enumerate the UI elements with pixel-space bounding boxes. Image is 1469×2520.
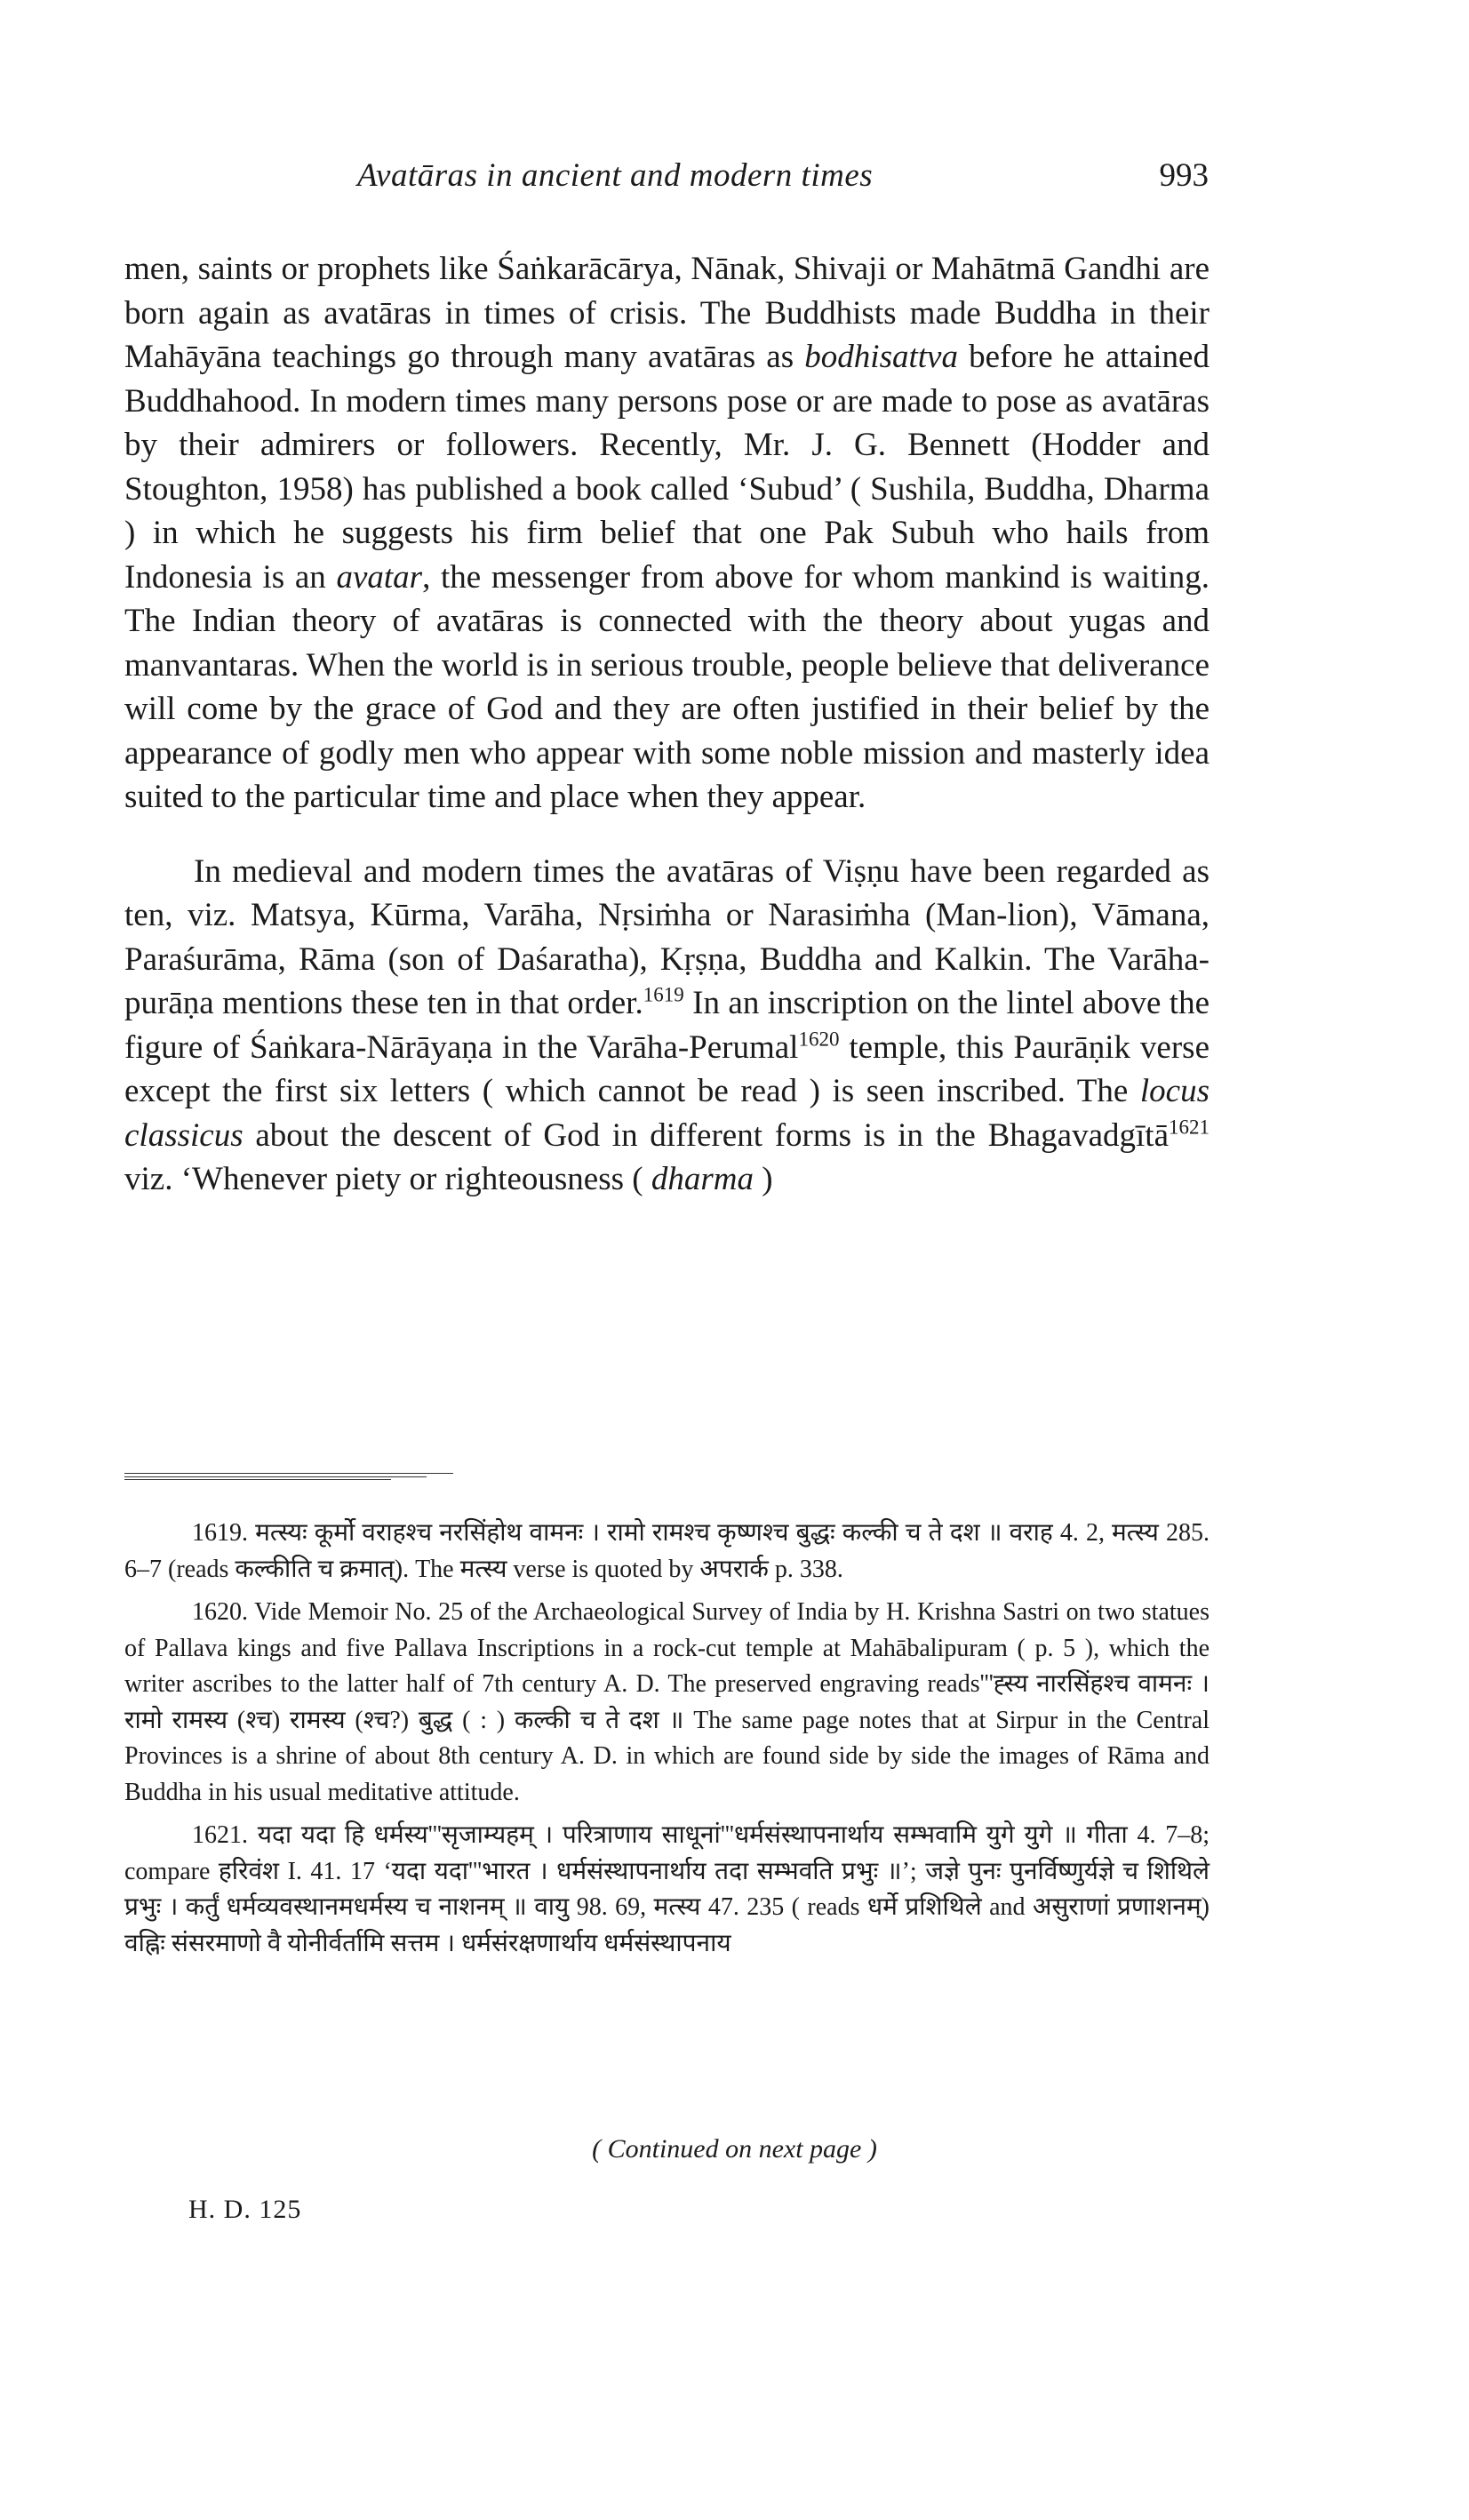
paragraph-2-part-4: about the descent of God in different forms is in the Bhagavadgītā: [243, 1116, 1169, 1154]
separator-line: [124, 1476, 427, 1477]
running-title: Avatāras in ancient and modern times: [357, 157, 874, 194]
signature-mark: H. D. 125: [188, 2195, 302, 2224]
term-avatar: avatar: [336, 558, 423, 596]
paragraph-2-part-6: ): [753, 1161, 773, 1197]
term-locus-classicus: locus classicus: [124, 1073, 1210, 1154]
paragraph-1: [124, 247, 1210, 820]
separator-line: [124, 1473, 453, 1474]
footnotes: [124, 1516, 1210, 1969]
body-text: [124, 247, 1210, 1202]
page-number: 993: [1159, 157, 1209, 194]
paragraph-2-part-3: temple, this Paurāṇik verse except the first six letters ( which cannot be read ) is seen inscribed. The: [124, 1028, 1210, 1109]
footnote-ref-1621: 1621: [1169, 1116, 1210, 1139]
footnote-1621: 1621. यदा यदा हि धर्मस्य'''सृजाम्यहम् । परित्राणाय साधूनां'''धर्मसंस्थापनार्थाय सम्भवामि युगे युगे ॥ गीता 4. 7–8; compare हरिवंश I. 41. 17 ‘यदा यदा'''भारत । धर्मसंस्थापनार्थाय तदा सम्भवति प्रभुः ॥’; जज्ञे पुनः पुनर्विष्णुर्यज्ञे च शिथिले प्रभुः । कर्तुं धर्मव्यवस्थानमधर्मस्य च नाशनम् ॥ वायु 98. 69, मत्स्य 47. 235 ( reads धर्मे प्रशिथिले and असुराणां प्रणाशनम्) वह्निः संसरमाणो वै योनीर्वर्तामि सत्तम । धर्मसंरक्षणार्थाय धर्मसंस्थापनाय: [124, 1821, 1210, 1957]
footnote-1619: 1619. मत्स्यः कूर्मो वराहश्च नरसिंहोथ वामनः । रामो रामश्च कृष्णश्च बुद्धः कल्की च ते दश ॥ वराह 4. 2, मत्स्य 285. 6–7 (reads कल्कीति च क्रमात्). The मत्स्य verse is quoted by अपरार्क p. 338.: [124, 1519, 1210, 1583]
footnote-separator: [124, 1473, 453, 1482]
footnote-1620: 1620. Vide Memoir No. 25 of the Archaeological Survey of India by H. Krishna Sastri on two statues of Pallava kings and five Pallava Inscriptions in a rock-cut temple at Mahābalipuram ( p. 5 ), which the writer ascribes to the latter half of 7th century A. D. The preserved engraving reads'''ह्स्य नारसिंहश्च वामनः । रामो रामस्य (श्च) रामस्य (श्च?) बुद्ध ( : ) कल्की च ते दश ॥ The same page notes that at Sirpur in the Central Provinces is a shrine of about 8th century A. D. in which are found side by side the images of Rāma and Buddha in his usual meditative attitude.: [124, 1598, 1210, 1806]
running-head: [124, 156, 1209, 210]
term-dharma: dharma: [651, 1161, 754, 1197]
paragraph-1-part-2: before he attained Buddhahood. In modern times many persons pose or are made to pose as avatāras by their admirers or followers. Recently, Mr. J. G. Bennett (Hodder and Stoughton, 1958) has published a book called ‘Subud’ ( Sushila, Buddha, Dharma ) in which he suggests his firm belief that one Pak Subuh who hails from Indonesia is an: [124, 339, 1210, 596]
term-bodhisattva: bodhisattva: [804, 339, 958, 375]
paragraph-2: [124, 850, 1210, 1202]
footnote-ref-1619: 1619: [643, 983, 684, 1006]
continued-note: ( Continued on next page ): [592, 2134, 877, 2164]
footnote-ref-1620: 1620: [798, 1028, 840, 1051]
paragraph-2-part-1: In medieval and modern times the avatāras of Viṣṇu have been regarded as ten, viz. Matsya, Kūrma, Varāha, Nṛsiṁha or Narasiṁha (Man-lion), Vāmana, Paraśurāma, Rāma (son of Daśaratha), Kṛṣṇa, Buddha and Kalkin. The Varāha-purāṇa mentions these ten in that order.: [124, 852, 1210, 1021]
separator-line: [124, 1479, 391, 1480]
paragraph-1-part-1: men, saints or prophets like Śaṅkarācārya, Nānak, Shivaji or Mahātmā Gandhi are born again as avatāras in times of crisis. The Buddhists made Buddha in their Mahāyāna teachings go through many avatāras as: [124, 251, 1210, 375]
paragraph-2-part-2: In an inscription on the lintel above the figure of Śaṅkara-Nārāyaṇa in the Varāha-Perumal: [124, 985, 1210, 1066]
paragraph-1-part-3: , the messenger from above for whom mankind is waiting. The Indian theory of avatāras is connected with the theory about yugas and manvantaras. When the world is in serious trouble, people believe that deliverance will come by the grace of God and they are often justified in their belief by the appearance of godly men who appear with some noble mission and masterly idea suited to the particular time and place when they appear.: [124, 558, 1210, 815]
paragraph-2-part-5: viz. ‘Whenever piety or righteousness (: [124, 1161, 651, 1197]
